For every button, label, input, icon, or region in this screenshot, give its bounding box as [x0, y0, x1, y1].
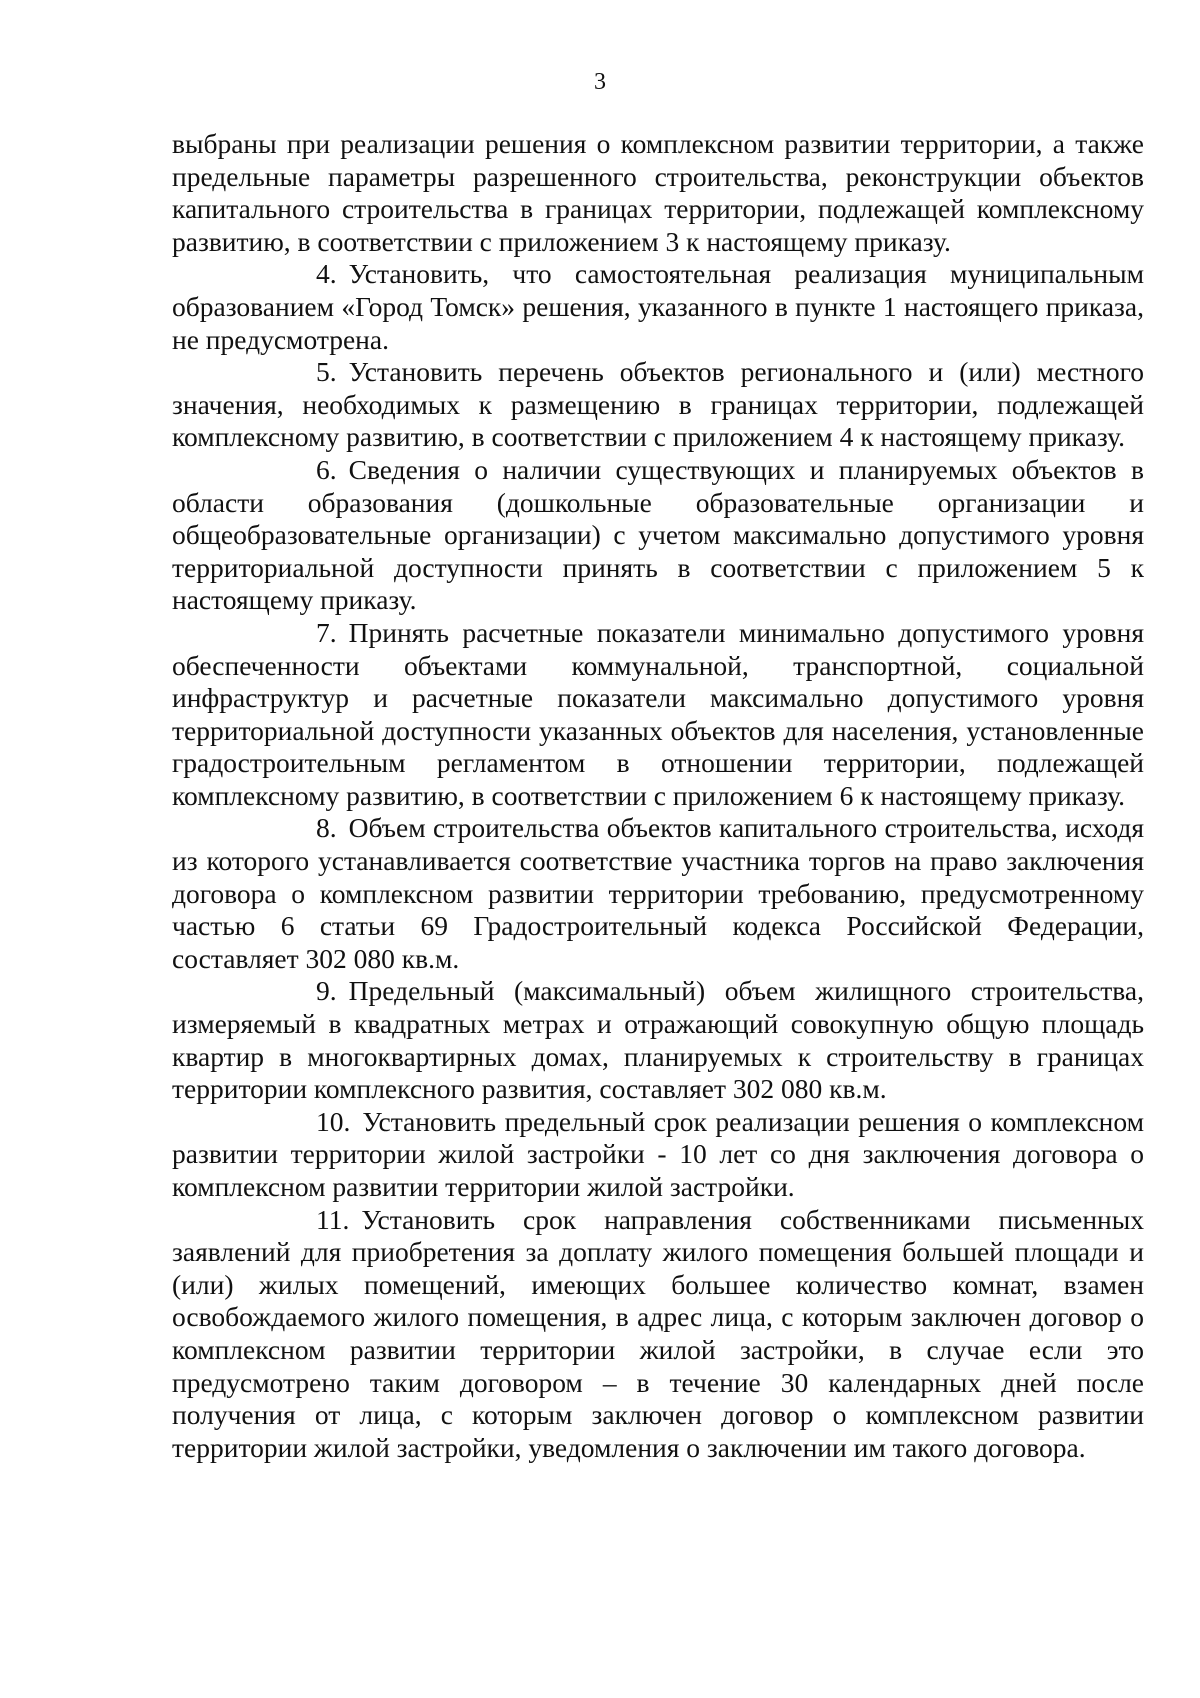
paragraph-text: Принять расчетные показатели минимально допустимого уровня обеспеченности объектами коммунальной, транспортной, социальной инфраструктур и расчетные показатели максимально допустимого уровня территориальной доступности указанных объектов для населения, установленные градостроительным регламентом в отношении территории, подлежащей комплексному развитию, в соответствии с приложением 6 к настоящему приказу.: [172, 616, 1144, 811]
paragraph-number: 7.: [316, 616, 337, 648]
paragraph-item-11: [172, 1204, 1144, 1465]
paragraph-continuation: [172, 128, 1144, 258]
paragraph-text: Установить перечень объектов регионального и (или) местного значения, необходимых к размещению в границах территории, подлежащей комплексному развитию, в соответствии с приложением 4 к настоящему приказу.: [172, 356, 1144, 453]
paragraph-item-7: [172, 617, 1144, 813]
page-number: 3: [594, 69, 606, 95]
paragraph-text: выбраны при реализации решения о комплексном развитии территории, а также предельные параметры разрешенного строительства, реконструкции объектов капитального строительства в границах территории, подлежащей комплексному развитию, в соответствии с приложением 3 к настоящему приказу.: [172, 128, 1144, 257]
paragraph-item-9: [172, 975, 1144, 1105]
paragraph-text: Установить предельный срок реализации решения о комплексном развитии территории жилой застройки - 10 лет со дня заключения договора о комплексном развитии территории жилой застройки.: [172, 1105, 1144, 1202]
paragraph-item-8: [172, 812, 1144, 975]
paragraph-item-6: [172, 454, 1144, 617]
paragraph-text: Объем строительства объектов капитального строительства, исходя из которого устанавливается соответствие участника торгов на право заключения договора о комплексном развитии территории требованию, предусмотренному частью 6 статьи 69 Градостроительный кодекса Российской Федерации, составляет 302 080 кв.м.: [172, 812, 1144, 974]
paragraph-number: 8.: [316, 812, 337, 844]
paragraph-item-5: [172, 356, 1144, 454]
paragraph-item-4: [172, 258, 1144, 356]
paragraph-number: 10.: [316, 1105, 351, 1137]
paragraph-text: Установить срок направления собственниками письменных заявлений для приобретения за доплату жилого помещения большей площади и (или) жилых помещений, имеющих большее количество комнат, взамен освобождаемого жилого помещения, в адрес лица, с которым заключен договор о комплексном развитии территории жилой застройки, в случае если это предусмотрено таким договором – в течение 30 календарных дней после получения от лица, с которым заключен договор о комплексном развитии территории жилой застройки, уведомления о заключении им такого договора.: [172, 1203, 1144, 1463]
paragraph-number: 6.: [316, 453, 337, 485]
paragraph-text: Предельный (максимальный) объем жилищного строительства, измеряемый в квадратных метрах и отражающий совокупную общую площадь квартир в многоквартирных домах, планируемых к строительству в границах территории комплексного развития, составляет 302 080 кв.м.: [172, 975, 1144, 1105]
paragraph-text: Сведения о наличии существующих и планируемых объектов в области образования (дошкольные образовательные организации и общеобразовательные организации) с учетом максимально допустимого уровня территориальной доступности принять в соответствии с приложением 5 к настоящему приказу.: [172, 453, 1144, 616]
paragraph-item-10: [172, 1106, 1144, 1204]
paragraph-number: 11.: [316, 1203, 350, 1235]
paragraph-number: 4.: [316, 258, 337, 290]
paragraph-number: 5.: [316, 356, 337, 388]
document-body: [172, 128, 1144, 1464]
paragraph-number: 9.: [316, 975, 337, 1007]
paragraph-text: Установить, что самостоятельная реализация муниципальным образованием «Город Томск» решения, указанного в пункте 1 настоящего приказа, не предусмотрена.: [172, 258, 1144, 355]
